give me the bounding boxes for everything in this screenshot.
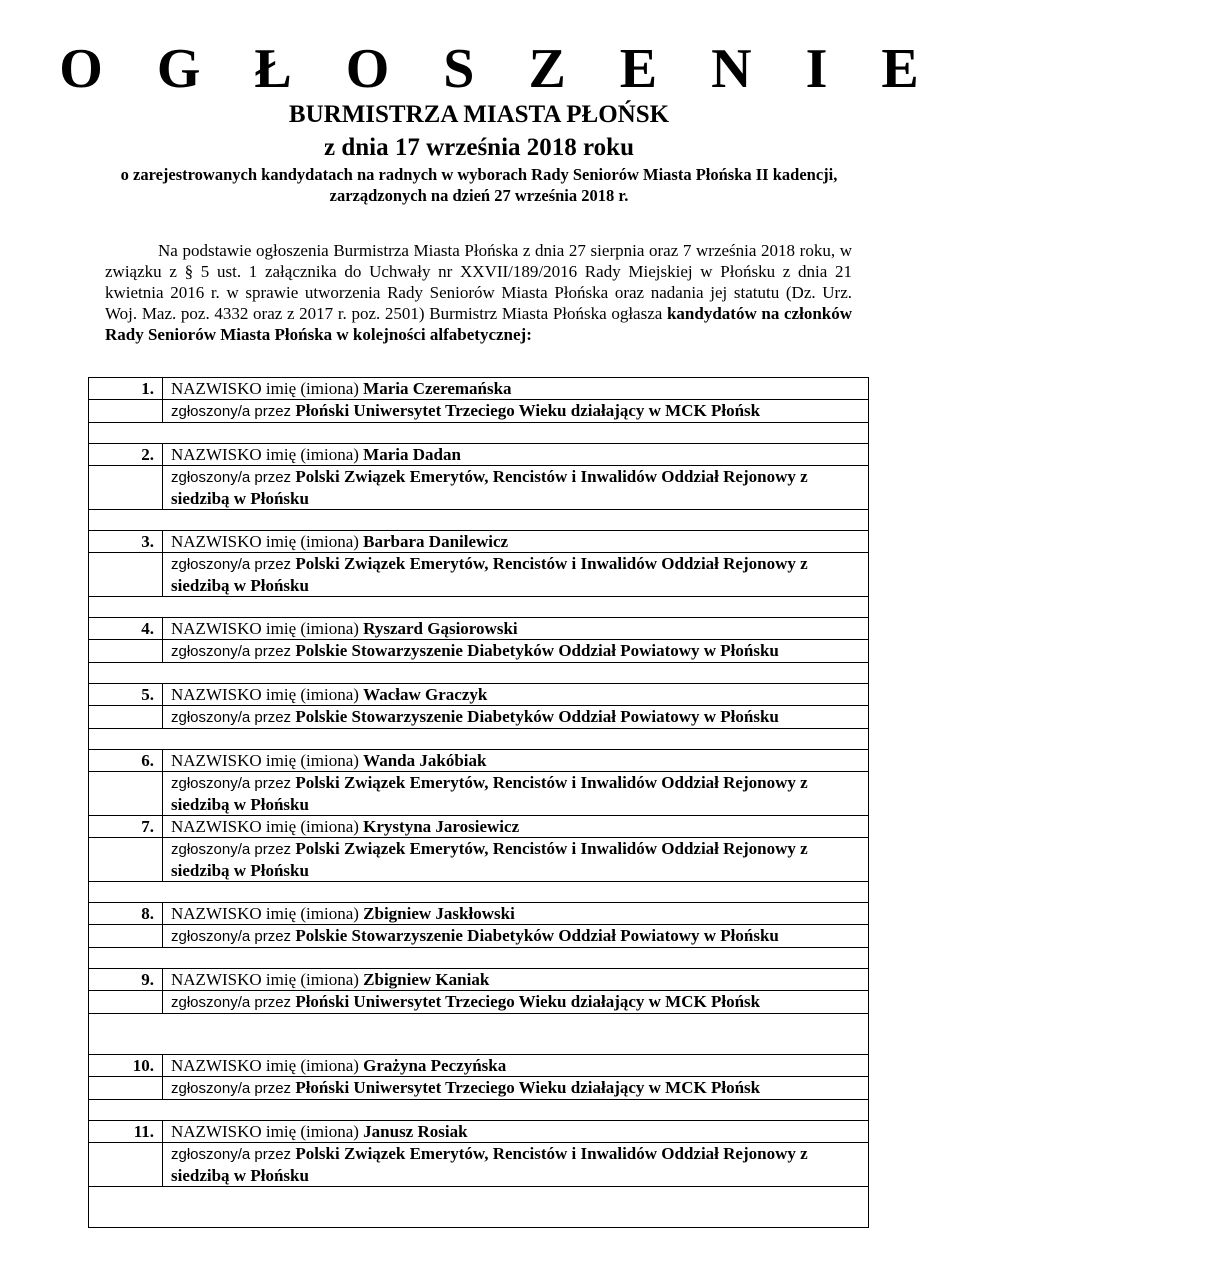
candidate-name-cell — [163, 750, 869, 772]
empty-cell — [89, 991, 163, 1014]
candidate-number: 4. — [89, 618, 163, 640]
candidate-name: Zbigniew Jaskłowski — [363, 904, 515, 923]
name-label: NAZWISKO imię (imiona) — [171, 1056, 359, 1075]
empty-cell — [89, 1077, 163, 1100]
candidate-org-row — [89, 772, 869, 816]
candidate-name-row — [89, 1121, 869, 1143]
name-label: NAZWISKO imię (imiona) — [171, 904, 359, 923]
candidate-name-cell — [163, 969, 869, 991]
spacer-row — [89, 510, 869, 531]
name-label: NAZWISKO imię (imiona) — [171, 970, 359, 989]
spacer-cell — [89, 663, 869, 684]
spacer-cell — [89, 729, 869, 750]
empty-cell — [89, 772, 163, 816]
empty-cell — [89, 400, 163, 423]
candidate-number: 7. — [89, 816, 163, 838]
candidate-org: Płoński Uniwersytet Trzeciego Wieku działający w MCK Płońsk — [295, 401, 761, 420]
notice-subject: o zarejestrowanych kandydatach na radnych w wyborach Rady Seniorów Miasta Płońska II kadencji, zarządzonych na dzień 27 września 2018 r. — [120, 165, 838, 205]
candidate-name-cell — [163, 531, 869, 553]
spacer-cell — [89, 1187, 869, 1228]
candidate-name: Maria Czeremańska — [363, 379, 512, 398]
candidate-org-cell — [163, 991, 869, 1014]
org-label: zgłoszony/a przez — [171, 841, 292, 858]
candidate-org-row — [89, 925, 869, 948]
spacer-cell — [89, 1100, 869, 1121]
candidate-org-cell — [163, 1077, 869, 1100]
candidate-org: Polskie Stowarzyszenie Diabetyków Oddział Powiatowy w Płońsku — [295, 641, 779, 660]
candidate-name-cell — [163, 378, 869, 400]
candidate-org-row — [89, 553, 869, 597]
name-label: NAZWISKO imię (imiona) — [171, 619, 359, 638]
candidate-number: 8. — [89, 903, 163, 925]
empty-cell — [89, 838, 163, 882]
candidate-name-cell — [163, 684, 869, 706]
spacer-row — [89, 729, 869, 750]
candidate-org-row — [89, 1077, 869, 1100]
candidate-name-row — [89, 531, 869, 553]
notice-date: z dnia 17 września 2018 roku — [324, 134, 634, 161]
candidate-name: Janusz Rosiak — [363, 1122, 468, 1141]
empty-cell — [89, 925, 163, 948]
name-label: NAZWISKO imię (imiona) — [171, 379, 359, 398]
candidate-number: 2. — [89, 444, 163, 466]
spacer-cell — [89, 423, 869, 444]
notice-title: O G Ł O S Z E N I E — [59, 38, 939, 100]
candidate-name: Grażyna Peczyńska — [363, 1056, 507, 1075]
candidate-number: 9. — [89, 969, 163, 991]
org-label: zgłoszony/a przez — [171, 1080, 292, 1097]
org-label: zgłoszony/a przez — [171, 994, 292, 1011]
candidate-org-row — [89, 1143, 869, 1187]
candidate-name: Ryszard Gąsiorowski — [363, 619, 518, 638]
intro-body: Na podstawie ogłoszenia Burmistrza Miasta Płońska z dnia 27 sierpnia oraz 7 września 2018 roku, w związku z § 5 ust. 1 załącznika do Uchwały nr XXVII/189/2016 Rady Miejskiej w Płońsku z dnia 21 kwietnia 2016 r. w sprawie utworzenia Rady Seniorów Miasta Płońska oraz nadania jej statutu (Dz. Urz. Woj. Maz. poz. 4332 oraz z 2017 r. poz. 2501) Burmistrz Miasta Płońska ogłasza — [105, 241, 852, 323]
empty-cell — [89, 706, 163, 729]
candidate-name-row — [89, 903, 869, 925]
candidate-name-row — [89, 750, 869, 772]
candidate-org-row — [89, 640, 869, 663]
candidate-name: Barbara Danilewicz — [363, 532, 509, 551]
candidate-name: Zbigniew Kaniak — [363, 970, 490, 989]
spacer-row — [89, 948, 869, 969]
candidate-number: 11. — [89, 1121, 163, 1143]
candidate-org-cell — [163, 925, 869, 948]
candidate-number: 5. — [89, 684, 163, 706]
org-label: zgłoszony/a przez — [171, 1146, 292, 1163]
org-label: zgłoszony/a przez — [171, 643, 292, 660]
candidate-name-row — [89, 684, 869, 706]
candidate-number: 1. — [89, 378, 163, 400]
candidate-name-cell — [163, 816, 869, 838]
spacer-row — [89, 882, 869, 903]
candidate-org: Polskie Stowarzyszenie Diabetyków Oddział Powiatowy w Płońsku — [295, 926, 779, 945]
candidate-org-cell — [163, 466, 869, 510]
candidate-org: Polskie Stowarzyszenie Diabetyków Oddział Powiatowy w Płońsku — [295, 707, 779, 726]
spacer-cell — [89, 882, 869, 903]
candidate-org-row — [89, 838, 869, 882]
name-label: NAZWISKO imię (imiona) — [171, 685, 359, 704]
candidate-name-cell — [163, 618, 869, 640]
candidate-org-cell — [163, 553, 869, 597]
name-label: NAZWISKO imię (imiona) — [171, 445, 359, 464]
spacer-cell — [89, 510, 869, 531]
candidate-org-row — [89, 991, 869, 1014]
org-label: zgłoszony/a przez — [171, 775, 292, 792]
candidate-name-row — [89, 444, 869, 466]
intro-paragraph — [105, 240, 852, 345]
candidate-number: 10. — [89, 1055, 163, 1077]
org-label: zgłoszony/a przez — [171, 928, 292, 945]
candidate-org-row — [89, 400, 869, 423]
candidate-org: Polski Związek Emerytów, Rencistów i Inwalidów Oddział Rejonowy z siedzibą w Płońsku — [171, 467, 808, 508]
candidate-org: Polski Związek Emerytów, Rencistów i Inwalidów Oddział Rejonowy z siedzibą w Płońsku — [171, 773, 808, 814]
candidate-org-row — [89, 706, 869, 729]
spacer-row — [89, 1187, 869, 1228]
candidate-name-cell — [163, 1055, 869, 1077]
issuing-authority: BURMISTRZA MIASTA PŁOŃSK — [288, 101, 670, 128]
candidate-org: Płoński Uniwersytet Trzeciego Wieku działający w MCK Płońsk — [295, 1078, 761, 1097]
candidate-number: 3. — [89, 531, 163, 553]
candidates-table — [88, 377, 869, 1228]
candidate-name-row — [89, 969, 869, 991]
empty-cell — [89, 1143, 163, 1187]
org-label: zgłoszony/a przez — [171, 469, 292, 486]
empty-cell — [89, 553, 163, 597]
candidate-name: Krystyna Jarosiewicz — [363, 817, 520, 836]
candidate-org-cell — [163, 838, 869, 882]
spacer-row — [89, 1014, 869, 1055]
name-label: NAZWISKO imię (imiona) — [171, 1122, 359, 1141]
candidate-name: Maria Dadan — [363, 445, 461, 464]
org-label: zgłoszony/a przez — [171, 709, 292, 726]
candidates-table-body — [89, 378, 869, 1228]
candidate-name-cell — [163, 1121, 869, 1143]
candidate-org: Polski Związek Emerytów, Rencistów i Inwalidów Oddział Rejonowy z siedzibą w Płońsku — [171, 1144, 808, 1185]
name-label: NAZWISKO imię (imiona) — [171, 532, 359, 551]
candidate-name-cell — [163, 903, 869, 925]
candidate-number: 6. — [89, 750, 163, 772]
empty-cell — [89, 640, 163, 663]
spacer-cell — [89, 597, 869, 618]
candidate-org-cell — [163, 640, 869, 663]
spacer-row — [89, 423, 869, 444]
name-label: NAZWISKO imię (imiona) — [171, 817, 359, 836]
candidate-org-cell — [163, 1143, 869, 1187]
candidate-org-cell — [163, 706, 869, 729]
intro-bold: kandydatów na członków Rady Seniorów Miasta Płońska w kolejności alfabetycznej: — [105, 304, 852, 344]
candidate-name-cell — [163, 444, 869, 466]
org-label: zgłoszony/a przez — [171, 403, 292, 420]
candidate-org-row — [89, 466, 869, 510]
candidate-name-row — [89, 816, 869, 838]
name-label: NAZWISKO imię (imiona) — [171, 751, 359, 770]
candidate-name-row — [89, 1055, 869, 1077]
candidate-name: Wacław Graczyk — [363, 685, 488, 704]
candidate-org: Polski Związek Emerytów, Rencistów i Inwalidów Oddział Rejonowy z siedzibą w Płońsku — [171, 554, 808, 595]
candidate-org: Płoński Uniwersytet Trzeciego Wieku działający w MCK Płońsk — [295, 992, 761, 1011]
candidate-name-row — [89, 618, 869, 640]
candidate-org-cell — [163, 772, 869, 816]
candidate-org: Polski Związek Emerytów, Rencistów i Inwalidów Oddział Rejonowy z siedzibą w Płońsku — [171, 839, 808, 880]
candidate-name: Wanda Jakóbiak — [363, 751, 487, 770]
empty-cell — [89, 466, 163, 510]
candidate-name-row — [89, 378, 869, 400]
org-label: zgłoszony/a przez — [171, 556, 292, 573]
candidate-org-cell — [163, 400, 869, 423]
spacer-cell — [89, 948, 869, 969]
spacer-cell — [89, 1014, 869, 1055]
spacer-row — [89, 663, 869, 684]
spacer-row — [89, 597, 869, 618]
spacer-row — [89, 1100, 869, 1121]
